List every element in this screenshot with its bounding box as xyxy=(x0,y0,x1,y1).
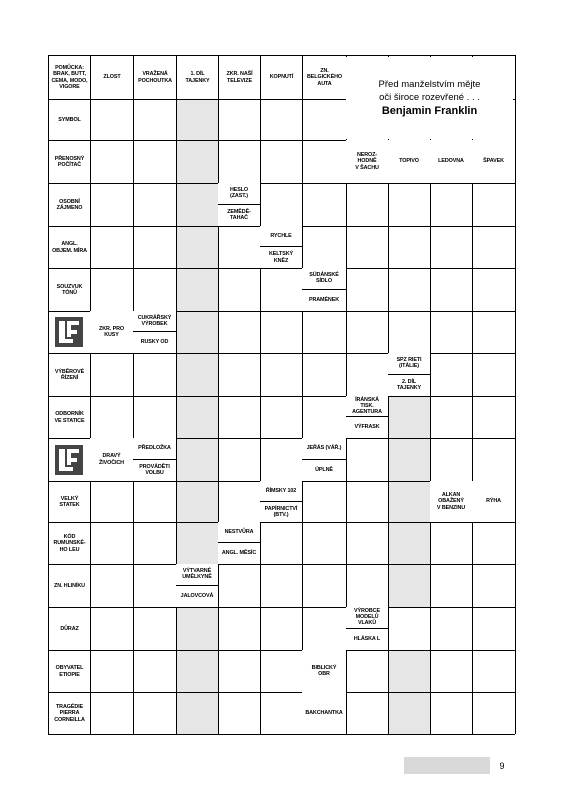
row-clue: SOUZVUK TÓNŮ xyxy=(56,283,83,296)
grid-line xyxy=(48,183,515,184)
tajenka-cell xyxy=(176,607,218,650)
tajenka-cell xyxy=(176,183,218,226)
row-clue: TRAGÉDIE PIERRA CORNEILLA xyxy=(54,704,85,723)
tajenka-cell xyxy=(176,226,218,268)
clue-inner-clues.r9c7-bot: ÚPLNĚ xyxy=(302,460,346,482)
clue-inner-clues.r2c10: LEDOVNA xyxy=(430,140,472,183)
clue-inner-clues.r6c3-bot: RUSKY OD xyxy=(133,332,176,353)
grid-line xyxy=(48,353,515,354)
clue-inner-clues.r13c8-top: VÝROBCE MODELŮ VLAKŮ xyxy=(346,607,388,629)
header-clue: 1. DÍL TAJENKY xyxy=(177,56,218,99)
header-clue: KOPNUTÍ xyxy=(261,56,302,99)
grid-line xyxy=(48,692,515,693)
row-clue: OBYVATEL ETIOPIE xyxy=(55,665,84,678)
tajenka-cell xyxy=(388,692,430,734)
grid-line xyxy=(260,55,261,734)
grid-line xyxy=(48,396,515,397)
clue-inner-clues.r2c11: ŠPAVEK xyxy=(472,140,515,183)
grid-line xyxy=(302,55,303,734)
clue-inner-clues.r9c7-top: JEŘÁS (VÁŘ.) xyxy=(302,438,346,460)
tajenka-cell xyxy=(388,522,430,564)
tajenka-cell xyxy=(176,522,218,564)
grid-line xyxy=(90,55,91,734)
tajenka-cell xyxy=(176,650,218,692)
grid-line xyxy=(48,564,515,565)
tajenka-cell xyxy=(176,140,218,183)
clue-inner-clues.r9c3-bot: PROVÁDĚTI VOLBU xyxy=(133,460,176,482)
clue-inner-clues.r6c2: ZKR. PRO KUSY xyxy=(90,311,133,353)
clue-inner-clues.r3c5-bot-full: ZEMĚDĚ- TAHAČ xyxy=(218,205,260,227)
clue-inner-clues.r10c6-bot: PAPÍRNICTVÍ (BTV.) xyxy=(260,502,302,523)
clue-inner-clues.r8c8-bot: VÝFRASK xyxy=(346,417,388,438)
clue-inner-clues.r11c5-top: NESTVŮRA xyxy=(218,522,260,543)
header-clue: VRAŽENÁ POCHOUTKA xyxy=(134,56,176,99)
grid-line xyxy=(176,55,177,734)
clue-inner-clues.r12c4-top: VÝTVARNÉ UMĚLKYNĚ xyxy=(176,564,218,586)
clue-inner-clues.r5c7-top: SÚDÁNSKÉ SÍDLO xyxy=(302,268,346,290)
tajenka-cell xyxy=(176,692,218,734)
clue-inner-clues.r2c8: NEROZ- HODNĚ V ŠACHU xyxy=(346,140,388,183)
grid-line xyxy=(48,650,515,651)
row-clue: VÝBĚROVÉ ŘÍZENÍ xyxy=(54,368,85,381)
clue-inner-clues.r10c6-top: ŘÍMSKY 102 xyxy=(260,481,302,502)
grid-line xyxy=(48,607,515,608)
grid-line xyxy=(48,734,515,735)
grid-line xyxy=(218,55,219,734)
row-clue: SYMBOL xyxy=(58,116,81,123)
tajenka-cell xyxy=(388,564,430,607)
clue-inner-clues.r13c8-bot: HLÁSKA L xyxy=(346,629,388,651)
clue-inner-clues.r3c5-top: HESLO (ZAST.) xyxy=(218,183,260,205)
tajenka-cell xyxy=(176,481,218,522)
clue-inner-clues.r12c4-bot: JALOVCOVÁ xyxy=(176,586,218,608)
row-clue: ANGL. OBJEM. MÍRA xyxy=(52,241,87,254)
clue-inner-clues.r14c7: BIBLICKÝ OBR xyxy=(302,650,346,692)
clue-inner-clues.r4c6-top: RYCHLE xyxy=(260,226,302,247)
row-clue: DŮRAZ xyxy=(60,625,79,632)
header-clue: ZLOST xyxy=(91,56,133,99)
row-clue: PŘENOSNÝ POČÍTAČ xyxy=(54,155,85,168)
row-clue: OSOBNÍ ZÁJMENO xyxy=(56,198,83,211)
tajenka-cell xyxy=(176,353,218,396)
crossword-logo-icon xyxy=(48,438,90,481)
grid-line xyxy=(133,55,134,734)
clue-inner-clues.r8c8-top: ÍRÁNSKÁ TISK. AGENTURA xyxy=(346,396,388,417)
header-clue: ZN. BELGICKÉHO AUTA xyxy=(303,56,346,99)
quote-box xyxy=(346,57,513,139)
grid-line xyxy=(48,268,515,269)
row-clue: ZN. HLINÍKU xyxy=(54,582,85,589)
clue-inner-clues.r10c11: RÝHA xyxy=(472,481,515,522)
grid-line xyxy=(515,55,516,734)
clue-inner-clues.r4c6-bot: KELTSKÝ KNĚZ xyxy=(260,247,302,268)
tajenka-cell xyxy=(388,438,430,481)
clue-inner-clues.r10c10: ALKAN OBAŽENÝ V BENZINU xyxy=(430,481,472,522)
quote-author: Benjamin Franklin xyxy=(381,104,478,117)
tajenka-cell xyxy=(176,396,218,438)
clue-inner-clues.r15c7: BAKCHANTKA xyxy=(302,692,346,734)
clue-inner-clues.r2c9: TOPIVO xyxy=(388,140,430,183)
row-clue: ODBORNÍK VE STATICE xyxy=(54,411,85,424)
header-clue: POMŮCKA: BRAK, BUTT, CEMA, MODO, VIGORE xyxy=(49,56,90,99)
row-clue: KÓD RUMUNSKÉ- HO LEU xyxy=(53,534,86,553)
crossword-logo-icon xyxy=(48,311,90,353)
tajenka-cell xyxy=(176,99,218,140)
tajenka-cell xyxy=(176,438,218,481)
row-clue: VELKÝ STATEK xyxy=(59,495,80,508)
tajenka-cell xyxy=(388,396,430,438)
quote-text: Před manželstvím mějte oči široce rozevřené . . . xyxy=(378,79,481,103)
clue-inner-clues.r7c9-bot: 2. DÍL TAJENKY xyxy=(388,375,430,397)
tajenka-cell xyxy=(388,481,430,522)
tajenka-cell xyxy=(388,650,430,692)
clue-inner-clues.r9c3-top: PŘEDLOŽKA xyxy=(133,438,176,460)
clue-inner-clues.r11c5-bot: ANGL. MĚSÍC xyxy=(218,543,260,564)
grid-line xyxy=(48,522,515,523)
page-number: 9 xyxy=(490,757,514,774)
clue-inner-clues.r6c3-top: CUKRÁŘSKÝ VÝROBEK xyxy=(133,311,176,332)
clue-inner-clues.r9c2: DRAVÝ ŽIVOČICH xyxy=(90,438,133,481)
tajenka-cell xyxy=(176,311,218,353)
header-clue: ZKR. NAŠÍ TELEVIZE xyxy=(219,56,260,99)
clue-inner-clues.r5c7-bot: PRAMÉNEK xyxy=(302,290,346,312)
tajenka-cell xyxy=(176,268,218,311)
clue-inner-clues.r7c9-top: SPZ RIETI (ITÁLIE) xyxy=(388,353,430,375)
